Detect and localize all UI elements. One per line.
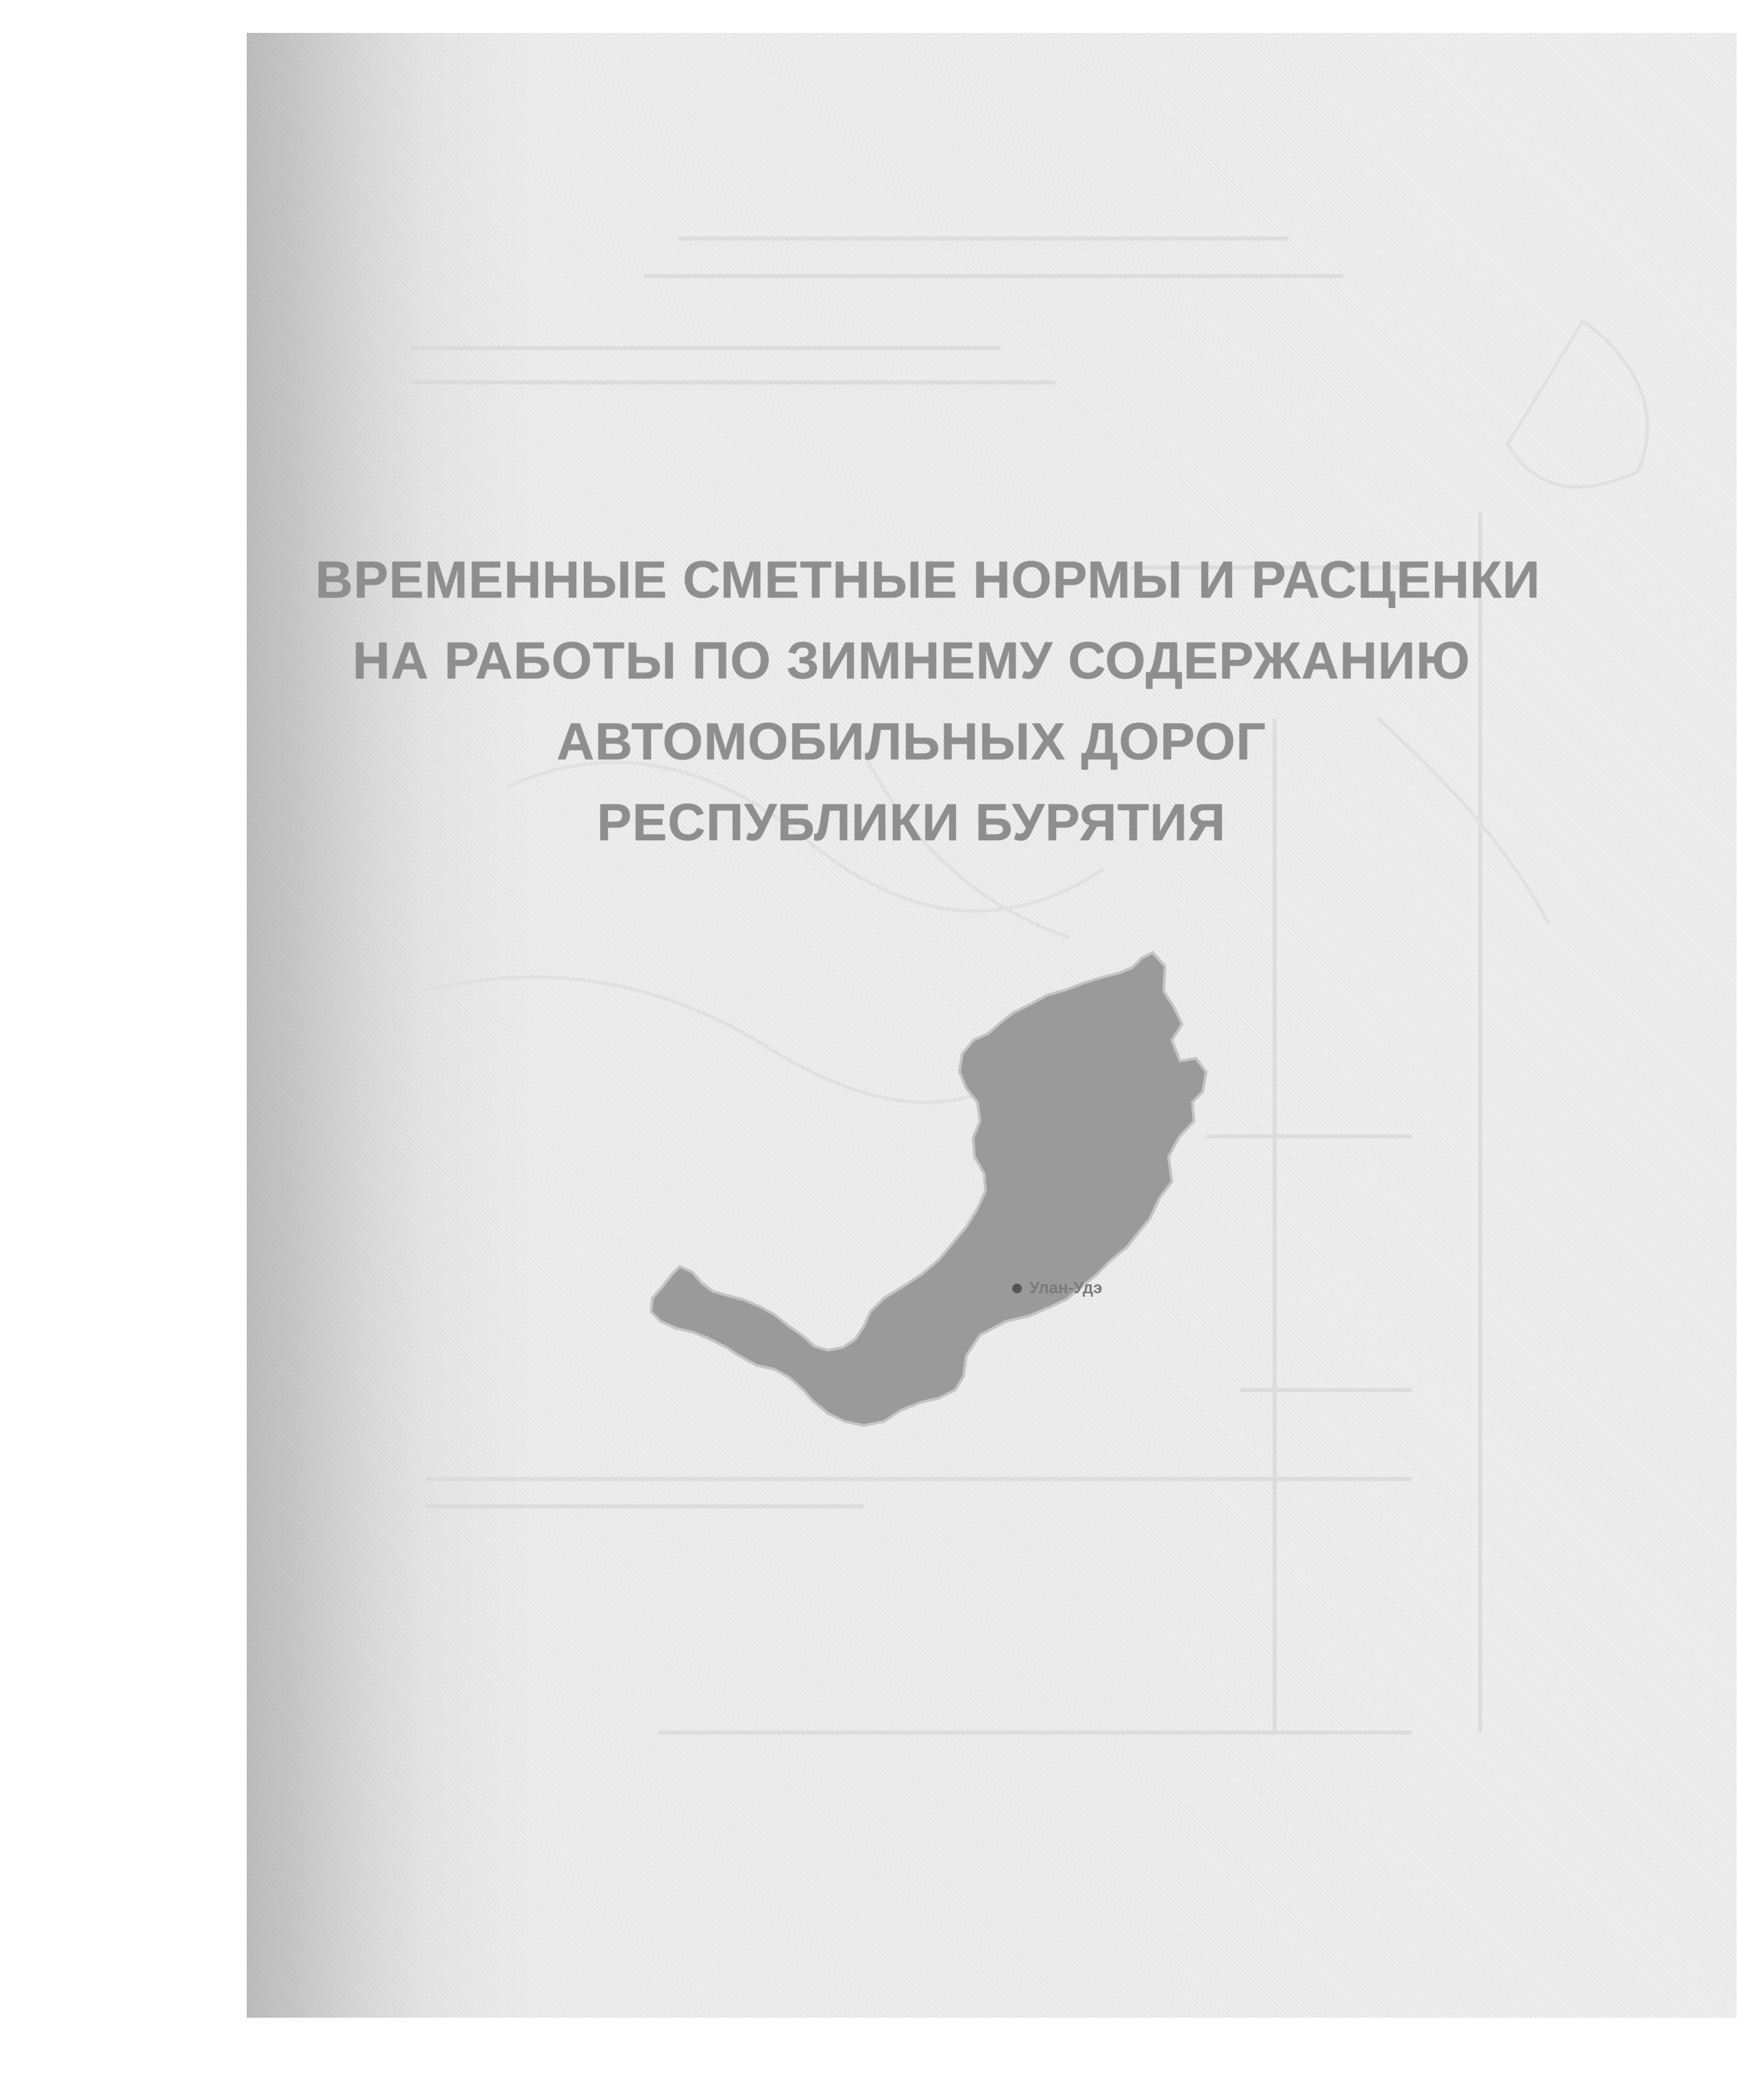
city-marker-icon — [1012, 1284, 1022, 1293]
region-map-shape — [651, 953, 1206, 1426]
title-line-3: АВТОМОБИЛЬНЫХ ДОРОГ — [556, 713, 1266, 771]
city-label: Улан-Удэ — [1029, 1279, 1103, 1297]
title-line-2: НА РАБОТЫ ПО ЗИМНЕМУ СОДЕРЖАНИЮ — [352, 632, 1471, 690]
region-map — [247, 33, 1737, 2018]
title-line-4: РЕСПУБЛИКИ БУРЯТИЯ — [596, 794, 1227, 852]
document-cover — [247, 33, 1737, 2018]
title-line-1: ВРЕМЕННЫЕ СМЕТНЫЕ НОРМЫ И РАСЦЕНКИ — [315, 551, 1541, 609]
